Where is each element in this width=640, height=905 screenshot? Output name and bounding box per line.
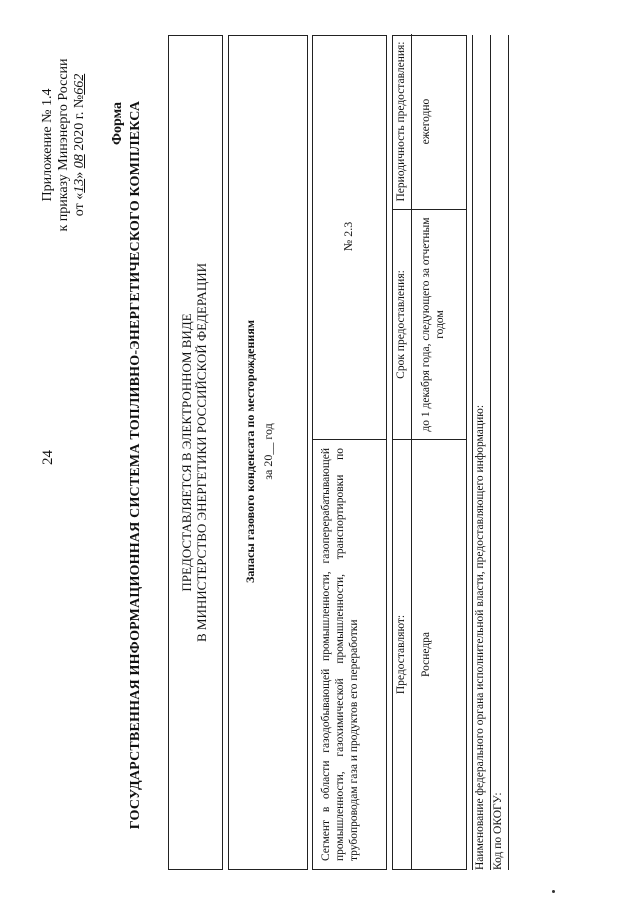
annex-date-mid: » [72,168,87,179]
form-number: № 2.3 [341,221,355,252]
report-period: за 20__ год [261,423,275,480]
deadline-column [393,209,466,439]
okogu-code-label: Код по ОКОГУ: [492,792,504,870]
form-label: Форма [110,101,125,145]
notice-line-2: В МИНИСТЕРСТВО ЭНЕРГЕТИКИ РОССИЙСКОЙ ФЕДЕРАЦИИ [194,263,209,642]
submitter-value: Роснедра [420,631,432,678]
annex-block [40,40,88,250]
segment-box [312,35,387,870]
system-title: ГОСУДАРСТВЕННАЯ ИНФОРМАЦИОННАЯ СИСТЕМА ТОПЛИВНО-ЭНЕРГЕТИЧЕСКОГО КОМПЛЕКСА [128,100,143,830]
electronic-submission-notice [168,35,223,870]
submission-table [392,35,467,870]
footer-top-rule [472,35,473,870]
frequency-value: ежегодно [420,98,432,145]
form-number-cell [313,34,386,439]
frequency-column [393,34,466,209]
report-title-box [228,35,308,870]
frequency-header: Периодичность предоставления: [393,34,412,209]
deadline-header: Срок предоставления: [393,210,412,439]
annex-order-number: 662 [72,73,87,95]
report-title: Запасы газового конденсата по месторождениям [243,320,257,584]
org-name-label: Наименование федерального органа исполнительной власти, предоставляющего информацию: [474,404,486,870]
footer-middle-rule [490,35,491,870]
annex-line-3 [72,40,88,250]
footer-bottom-rule [508,35,509,870]
notice-line-1: ПРЕДОСТАВЛЯЕТСЯ В ЭЛЕКТРОННОМ ВИДЕ [179,313,194,592]
annex-month: 08 [72,154,87,169]
submitter-column [393,439,466,869]
annex-year: 2020 г. № [72,94,87,155]
submitter-header: Предоставляют: [393,440,412,869]
deadline-value: до 1 декабря года, следующего за отчетным годом [420,217,446,432]
annex-day: 13 [72,178,87,193]
annex-line-2: к приказу Минэнерго России [56,58,71,232]
segment-description: Сегмент в области газодобывающей промышленности, газоперерабатывающей промышленности, газохимической промышленности, транспортировки по трубопроводам газа и продуктов его переработки [313,439,386,869]
scan-speck [552,890,555,893]
page-number: 24 [40,450,56,465]
annex-date-prefix: от « [72,192,87,217]
annex-line-1: Приложение № 1.4 [40,88,55,202]
